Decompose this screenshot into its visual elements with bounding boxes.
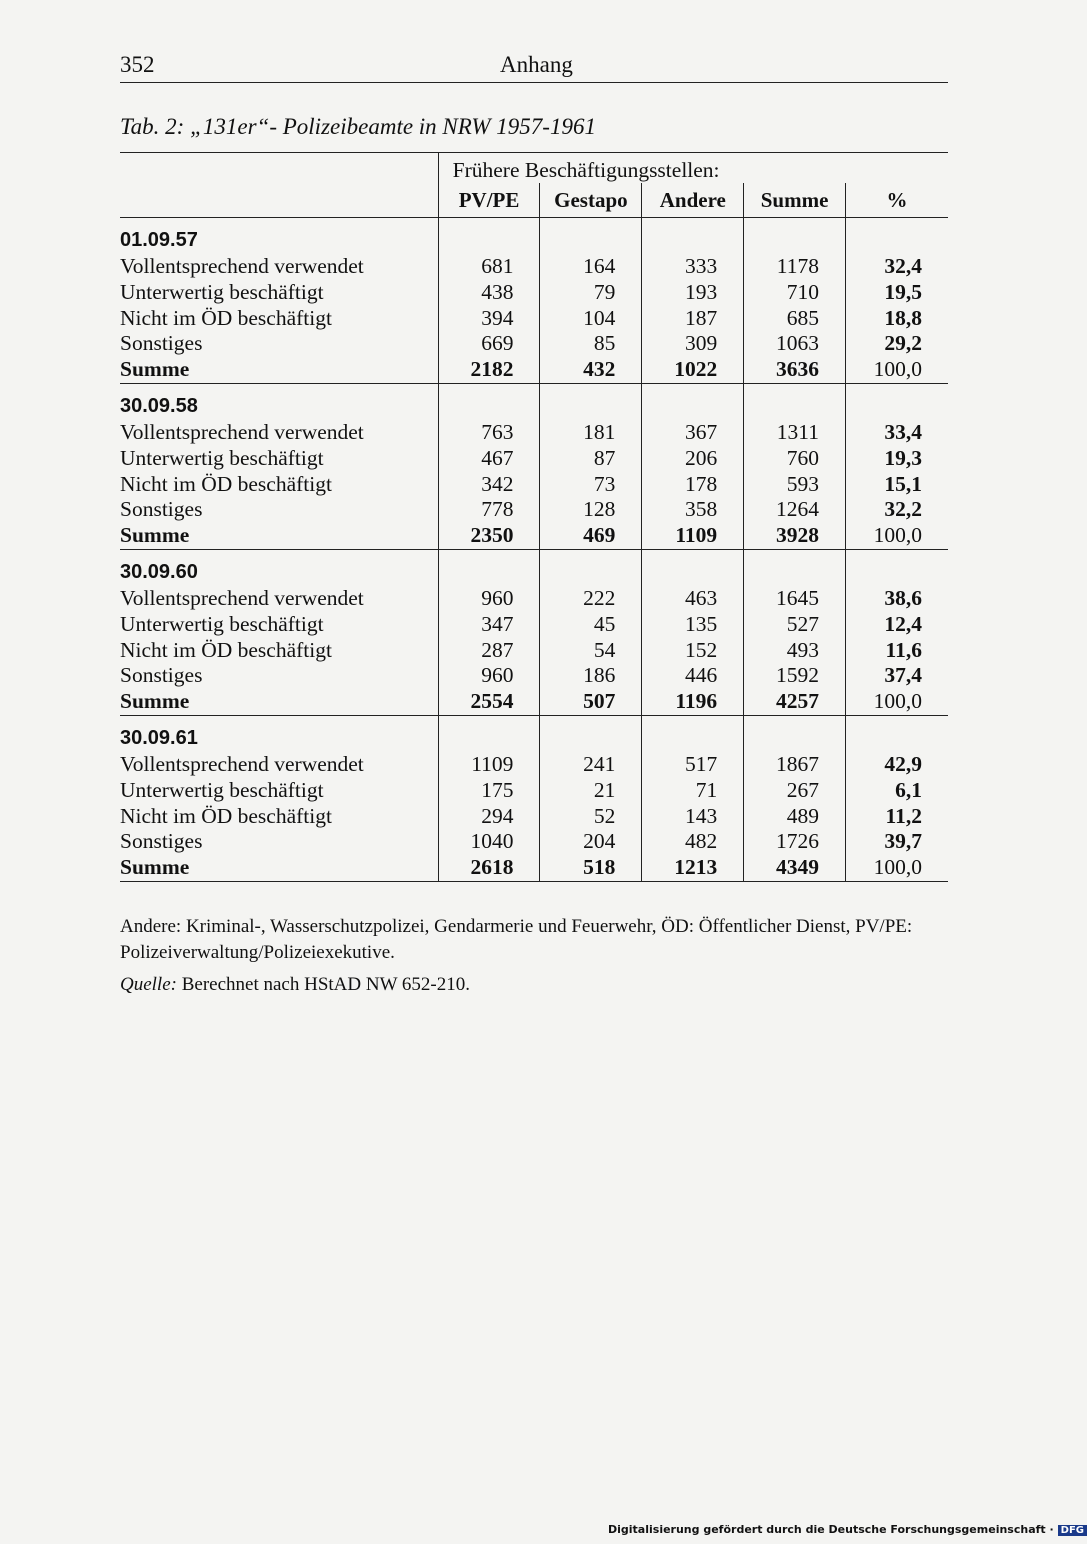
table-cell: 1867: [744, 752, 846, 778]
table-cell: 135: [642, 612, 744, 638]
table-header: [120, 153, 948, 218]
table-cell: 518: [540, 855, 642, 881]
section-date-row: [120, 549, 948, 586]
row-label: Sonstiges: [120, 829, 203, 854]
table-cell: 33,4: [845, 420, 948, 446]
column-header-andere: Andere: [642, 183, 744, 218]
row-label: Unterwertig beschäftigt: [120, 611, 324, 636]
table-cell: 432: [540, 357, 642, 383]
table-cell: 1022: [642, 357, 744, 383]
section-date: 30.09.58: [120, 395, 198, 418]
table-cell: 681: [438, 254, 540, 280]
table-cell: 294: [438, 804, 540, 830]
table-cell: 11,2: [845, 804, 948, 830]
table-cell: 333: [642, 254, 744, 280]
table-container: [120, 152, 948, 882]
column-header-pvpe: PV/PE: [438, 183, 540, 218]
table-cell: 187: [642, 306, 744, 332]
table-cell: 42,9: [845, 752, 948, 778]
table-cell: 37,4: [845, 663, 948, 689]
digitization-footer: [608, 1523, 1087, 1536]
table-section: [120, 383, 948, 549]
table-cell: 52: [540, 804, 642, 830]
table-cell: 347: [438, 612, 540, 638]
table-section: [120, 218, 948, 384]
table-cell: 467: [438, 446, 540, 472]
section-date: 30.09.61: [120, 727, 198, 750]
row-label: Nicht im ÖD beschäftigt: [120, 471, 332, 496]
table-section: [120, 549, 948, 715]
table-cell: 100,0: [845, 855, 948, 881]
table-cell: 1592: [744, 663, 846, 689]
section-date: 30.09.60: [120, 561, 198, 584]
table-row: [120, 804, 948, 830]
table-row: [120, 638, 948, 664]
table-cell: 79: [540, 280, 642, 306]
page-number: 352: [120, 52, 155, 77]
table-cell: 104: [540, 306, 642, 332]
row-label: Sonstiges: [120, 663, 203, 688]
table-cell: 287: [438, 638, 540, 664]
section-date-row: [120, 715, 948, 752]
section-date-row: [120, 218, 948, 255]
table-cell: 19,5: [845, 280, 948, 306]
row-label: Summe: [120, 357, 190, 382]
table-cell: 960: [438, 586, 540, 612]
group-header: Frühere Beschäftigungsstellen:: [438, 153, 948, 184]
table-cell: 39,7: [845, 829, 948, 855]
column-header-gestapo: Gestapo: [540, 183, 642, 218]
table-cell: 204: [540, 829, 642, 855]
table-cell: 21: [540, 778, 642, 804]
table-cell: 12,4: [845, 612, 948, 638]
table-cell: 446: [642, 663, 744, 689]
column-header-percent: %: [845, 183, 948, 218]
table-cell: 87: [540, 446, 642, 472]
footer-text: Digitalisierung gefördert durch die Deutsche Forschungsgemeinschaft ·: [608, 1523, 1054, 1536]
table-cell: 100,0: [845, 523, 948, 549]
row-label: Vollentsprechend verwendet: [120, 751, 364, 776]
table-cell: 3636: [744, 357, 846, 383]
row-label: Summe: [120, 523, 190, 548]
table-cell: 710: [744, 280, 846, 306]
table-cell: 1109: [438, 752, 540, 778]
table-cell: 143: [642, 804, 744, 830]
table-sum-row: [120, 855, 948, 881]
table-cell: 482: [642, 829, 744, 855]
table-cell: 763: [438, 420, 540, 446]
table-cell: 181: [540, 420, 642, 446]
section-date-row: [120, 383, 948, 420]
table-cell: 493: [744, 638, 846, 664]
table-cell: 175: [438, 778, 540, 804]
table-cell: 3928: [744, 523, 846, 549]
table-notes: Andere: Kriminal-, Wasserschutzpolizei, Gendarmerie und Feuerwehr, ÖD: Öffentlicher Dienst, PV/PE: Polizeiverwaltung/Polizeiexekutive.: [120, 916, 913, 963]
row-label: Vollentsprechend verwendet: [120, 419, 364, 444]
table-cell: 309: [642, 331, 744, 357]
table-cell: 2618: [438, 855, 540, 881]
table-row: [120, 306, 948, 332]
source-note: [120, 974, 470, 996]
table-cell: 593: [744, 472, 846, 498]
table-row: [120, 280, 948, 306]
table-cell: 4257: [744, 689, 846, 715]
table-cell: 463: [642, 586, 744, 612]
table-cell: 15,1: [845, 472, 948, 498]
row-label: Summe: [120, 855, 190, 880]
row-label: Unterwertig beschäftigt: [120, 445, 324, 470]
source-text: Berechnet nach HStAD NW 652-210.: [176, 974, 471, 995]
table-cell: 394: [438, 306, 540, 332]
table-cell: 1040: [438, 829, 540, 855]
table-cell: 18,8: [845, 306, 948, 332]
table-cell: 1311: [744, 420, 846, 446]
row-label: Unterwertig beschäftigt: [120, 279, 324, 304]
table-sum-row: [120, 357, 948, 383]
table-cell: 32,2: [845, 497, 948, 523]
table-row: [120, 612, 948, 638]
table-row: [120, 829, 948, 855]
table-row: [120, 472, 948, 498]
table-cell: 469: [540, 523, 642, 549]
table-row: [120, 663, 948, 689]
table-cell: 85: [540, 331, 642, 357]
table-cell: 29,2: [845, 331, 948, 357]
table-cell: 1264: [744, 497, 846, 523]
table-row: [120, 420, 948, 446]
table-cell: 100,0: [845, 689, 948, 715]
table-row: [120, 446, 948, 472]
dfg-logo: DFG: [1058, 1525, 1087, 1536]
data-table: [120, 152, 948, 882]
table-cell: 342: [438, 472, 540, 498]
table-cell: 4349: [744, 855, 846, 881]
row-label: Nicht im ÖD beschäftigt: [120, 305, 332, 330]
table-cell: 45: [540, 612, 642, 638]
row-label: Nicht im ÖD beschäftigt: [120, 803, 332, 828]
table-cell: 367: [642, 420, 744, 446]
table-cell: 193: [642, 280, 744, 306]
table-row: [120, 254, 948, 280]
row-label: Sonstiges: [120, 331, 203, 356]
table-cell: 178: [642, 472, 744, 498]
table-cell: 2350: [438, 523, 540, 549]
table-cell: 1213: [642, 855, 744, 881]
row-label: Sonstiges: [120, 497, 203, 522]
table-cell: 2182: [438, 357, 540, 383]
table-row: [120, 752, 948, 778]
table-cell: 358: [642, 497, 744, 523]
table-cell: 11,6: [845, 638, 948, 664]
source-label: Quelle:: [120, 974, 177, 995]
table-cell: 1196: [642, 689, 744, 715]
table-cell: 73: [540, 472, 642, 498]
table-cell: 19,3: [845, 446, 948, 472]
row-label: Vollentsprechend verwendet: [120, 585, 364, 610]
table-cell: 71: [642, 778, 744, 804]
table-cell: 517: [642, 752, 744, 778]
table-cell: 669: [438, 331, 540, 357]
table-section: [120, 715, 948, 881]
table-cell: 128: [540, 497, 642, 523]
table-cell: 164: [540, 254, 642, 280]
row-label: Summe: [120, 689, 190, 714]
table-cell: 960: [438, 663, 540, 689]
table-cell: 38,6: [845, 586, 948, 612]
table-sum-row: [120, 689, 948, 715]
table-row: [120, 497, 948, 523]
table-row: [120, 586, 948, 612]
table-cell: 1109: [642, 523, 744, 549]
table-cell: 489: [744, 804, 846, 830]
table-cell: 100,0: [845, 357, 948, 383]
page-header: [120, 52, 948, 83]
table-cell: 1726: [744, 829, 846, 855]
table-cell: 152: [642, 638, 744, 664]
table-cell: 54: [540, 638, 642, 664]
table-cell: 206: [642, 446, 744, 472]
table-cell: 1645: [744, 586, 846, 612]
table-cell: 438: [438, 280, 540, 306]
table-cell: 1063: [744, 331, 846, 357]
row-label: Unterwertig beschäftigt: [120, 777, 324, 802]
table-cell: 267: [744, 778, 846, 804]
table-cell: 6,1: [845, 778, 948, 804]
table-cell: 32,4: [845, 254, 948, 280]
group-header-row: [120, 153, 948, 184]
table-row: [120, 778, 948, 804]
row-label: Nicht im ÖD beschäftigt: [120, 637, 332, 662]
table-cell: 507: [540, 689, 642, 715]
table-cell: 685: [744, 306, 846, 332]
table-sum-row: [120, 523, 948, 549]
table-cell: 2554: [438, 689, 540, 715]
column-header-row: [120, 183, 948, 218]
table-cell: 760: [744, 446, 846, 472]
section-date: 01.09.57: [120, 229, 198, 252]
table-row: [120, 331, 948, 357]
table-cell: 1178: [744, 254, 846, 280]
table-cell: 186: [540, 663, 642, 689]
column-header-summe: Summe: [744, 183, 846, 218]
row-label: Vollentsprechend verwendet: [120, 254, 364, 278]
table-caption: Tab. 2: „131er“- Polizeibeamte in NRW 1957-1961: [120, 114, 596, 139]
table-cell: 222: [540, 586, 642, 612]
table-cell: 778: [438, 497, 540, 523]
table-cell: 527: [744, 612, 846, 638]
running-head: Anhang: [500, 52, 573, 77]
table-cell: 241: [540, 752, 642, 778]
